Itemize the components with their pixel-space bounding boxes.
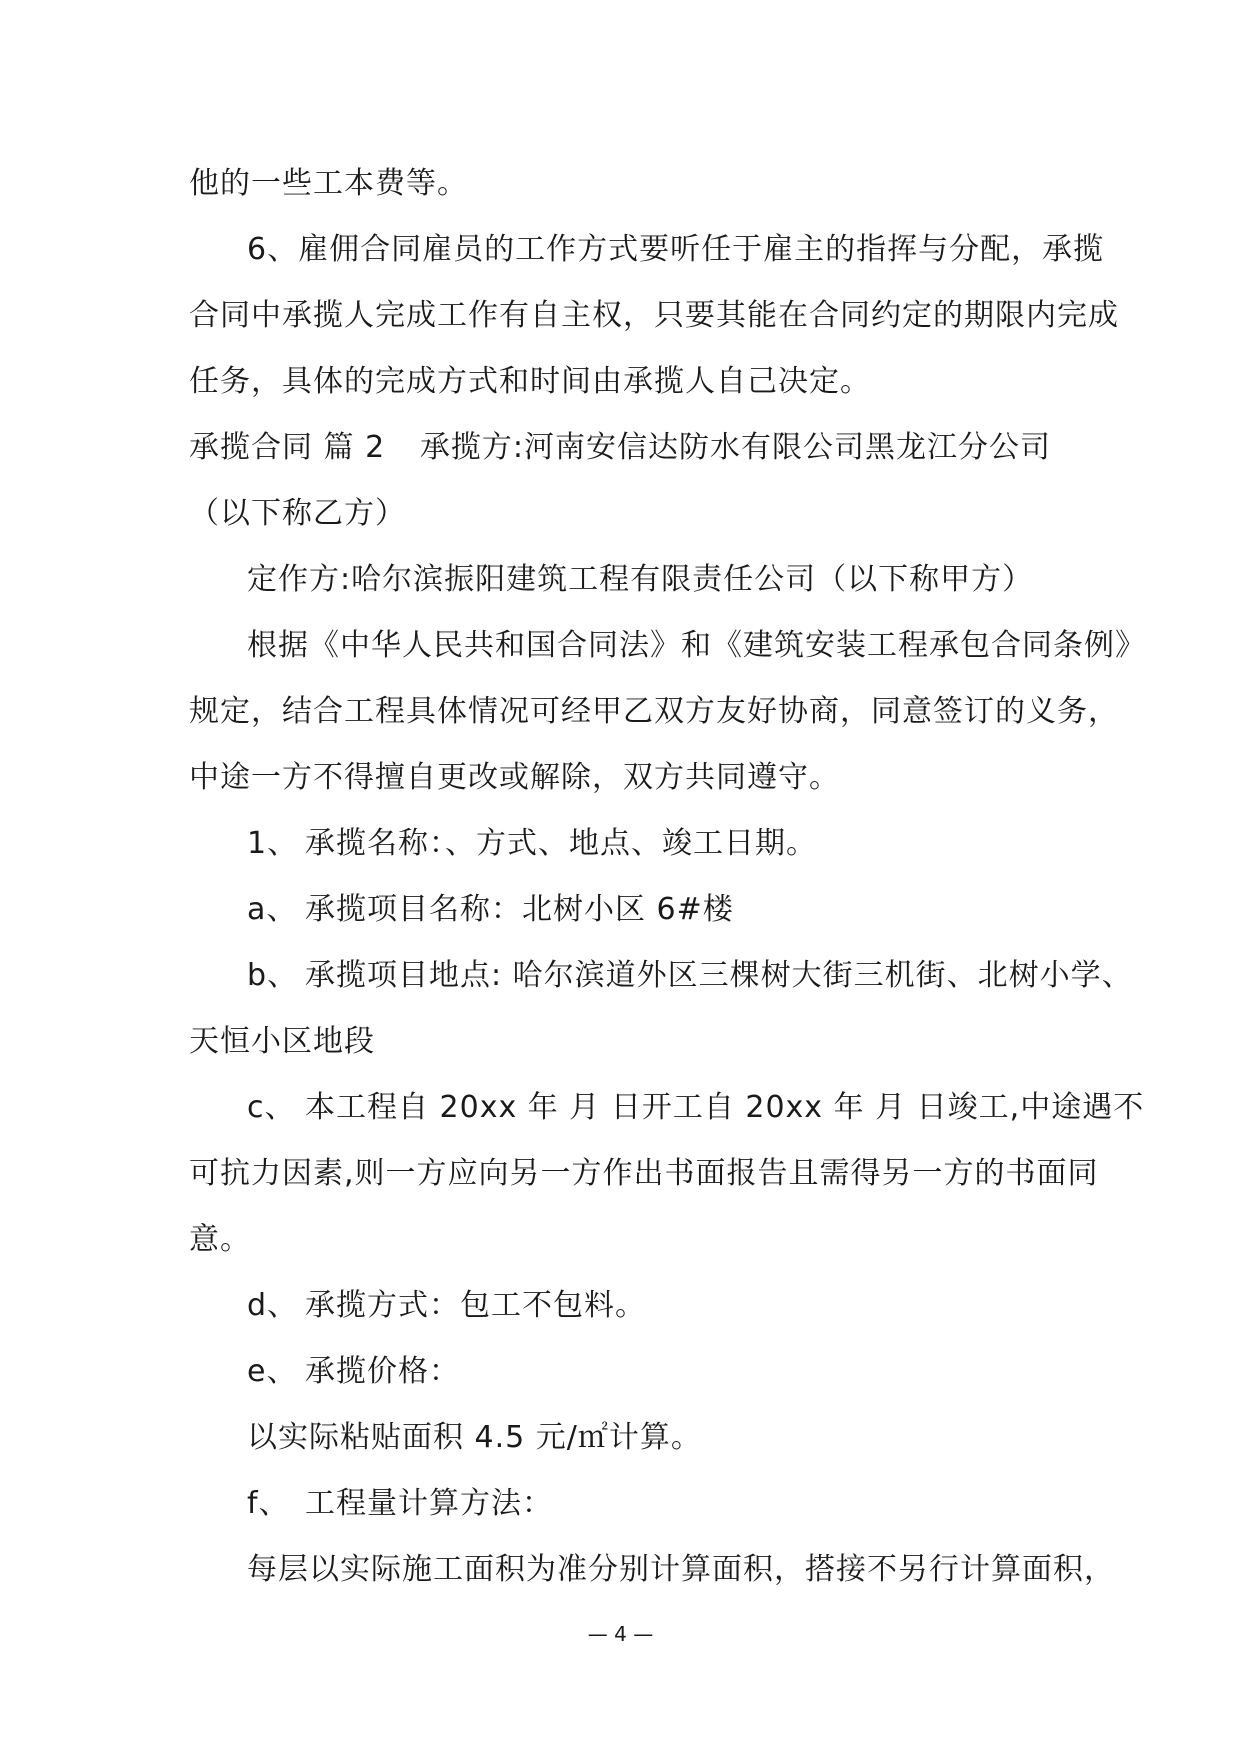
list-item xyxy=(247,824,817,864)
paragraph-line: 以实际粘贴面积 4.5 元/㎡计算。 xyxy=(247,1420,702,1455)
page-number: — 4 — xyxy=(587,1622,654,1646)
list-item-text: 工程量计算方法： xyxy=(305,1486,553,1521)
paragraph-line: （以下称乙方） xyxy=(189,496,406,531)
paragraph-line: 6、雇佣合同雇员的工作方式要听任于雇主的指挥与分配，承揽 xyxy=(247,232,1105,267)
paragraph-line: 可抗力因素,则一方应向另一方作出书面报告且需得另一方的书面同 xyxy=(189,1156,1099,1191)
paragraph-line: 意。 xyxy=(189,1222,251,1257)
list-item xyxy=(247,1484,553,1524)
list-item-marker: f、 xyxy=(247,1486,290,1521)
list-item-marker: e、 xyxy=(247,1354,298,1389)
contractor-line: 承揽方:河南安信达防水有限公司黑龙江分公司 xyxy=(419,430,1051,465)
list-item-text: 承揽方式：包工不包料。 xyxy=(305,1288,646,1323)
list-item xyxy=(247,1286,646,1326)
section-heading: 承揽合同 篇 2 xyxy=(189,430,386,465)
list-item-marker: c、 xyxy=(247,1090,296,1125)
paragraph-line: 任务，具体的完成方式和时间由承揽人自己决定。 xyxy=(189,364,871,399)
list-item-marker: 1、 xyxy=(247,826,299,861)
paragraph-line: 定作方:哈尔滨振阳建筑工程有限责任公司（以下称甲方） xyxy=(247,562,1034,597)
paragraph-line: 中途一方不得擅自更改或解除，双方共同遵守。 xyxy=(189,760,840,795)
paragraph-line: 天恒小区地段 xyxy=(189,1024,375,1059)
list-item-marker: b、 xyxy=(247,958,299,993)
list-item-text: 承揽项目名称：北树小区 6#楼 xyxy=(305,892,734,927)
paragraph-line: 他的一些工本费等。 xyxy=(189,166,468,201)
list-item-marker: d、 xyxy=(247,1288,299,1323)
list-item xyxy=(247,1088,1144,1128)
list-item xyxy=(247,956,1133,996)
paragraph-line: 合同中承揽人完成工作有自主权，只要其能在合同约定的期限内完成 xyxy=(189,298,1119,333)
list-item-text: 承揽价格： xyxy=(305,1354,460,1389)
list-item-text: 承揽名称：、方式、地点、竣工日期。 xyxy=(305,826,817,861)
list-item-text: 承揽项目地点: 哈尔滨道外区三棵树大街三机街、北树小学、 xyxy=(305,958,1133,993)
paragraph-line: 规定，结合工程具体情况可经甲乙双方友好协商，同意签订的义务， xyxy=(189,694,1119,729)
paragraph-line: 根据《中华人民共和国合同法》和《建筑安装工程承包合同条例》 xyxy=(247,628,1146,663)
paragraph-line: 每层以实际施工面积为准分别计算面积，搭接不另行计算面积， xyxy=(247,1552,1115,1587)
list-item-text: 本工程自 20xx 年 月 日开工自 20xx 年 月 日竣工,中途遇不 xyxy=(305,1090,1145,1125)
list-item xyxy=(247,1352,460,1392)
list-item-marker: a、 xyxy=(247,892,298,927)
list-item xyxy=(247,890,734,930)
